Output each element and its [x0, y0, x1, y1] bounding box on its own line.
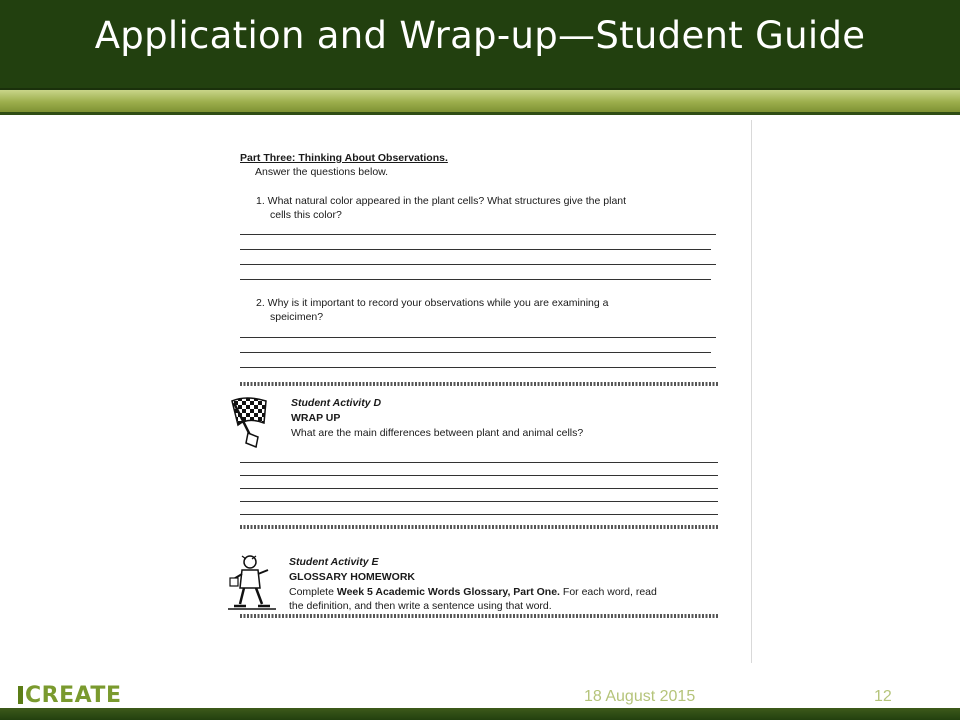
- activity-e-label: Student Activity E: [289, 556, 379, 568]
- slide-title: Application and Wrap-up—Student Guide: [94, 14, 866, 57]
- logo-mark-icon: [18, 686, 23, 704]
- activity-d-label: Student Activity D: [291, 397, 382, 409]
- answer-line: [240, 264, 716, 265]
- answer-line: [240, 488, 718, 489]
- activity-e-line-1: [289, 586, 657, 598]
- section-divider: [240, 525, 718, 529]
- section-divider: [240, 614, 718, 618]
- create-logo: [18, 683, 121, 708]
- logo-text: CREATE: [25, 683, 122, 708]
- footer-band: [0, 708, 960, 720]
- header-accent-line: [0, 112, 960, 115]
- activity-e-line-1-pre: Complete: [289, 586, 337, 598]
- slide-header: [0, 0, 960, 90]
- answer-line: [240, 279, 711, 280]
- answer-line: [240, 462, 718, 463]
- slide-date: 18 August 2015: [584, 688, 696, 705]
- activity-d-question: What are the main differences between plant and animal cells?: [291, 427, 584, 439]
- answer-line: [240, 367, 716, 368]
- question-2-line-1: 2. Why is it important to record your observations while you are examining a: [256, 297, 609, 309]
- answer-line: [240, 501, 718, 502]
- answer-line: [240, 249, 711, 250]
- student-walking-icon: [228, 552, 276, 612]
- answer-line: [240, 337, 716, 338]
- activity-e-line-1-post: For each word, read: [559, 586, 657, 598]
- worksheet-border: [751, 120, 752, 663]
- answer-line: [240, 514, 718, 515]
- question-2-line-2: speicimen?: [270, 311, 324, 323]
- checkered-flag-icon: [226, 393, 274, 453]
- answer-line: [240, 234, 716, 235]
- activity-e-line-2: the definition, and then write a sentence using that word.: [289, 600, 552, 612]
- question-1-line-1: 1. What natural color appeared in the plant cells? What structures give the plant: [256, 195, 627, 207]
- activity-d-title: WRAP UP: [291, 412, 341, 424]
- answer-line: [240, 475, 718, 476]
- activity-e-line-1-bold: Week 5 Academic Words Glossary, Part One.: [336, 586, 560, 598]
- page-number: 12: [874, 688, 892, 705]
- activity-e-title: GLOSSARY HOMEWORK: [289, 571, 416, 583]
- section-divider: [240, 382, 718, 386]
- header-accent-band: [0, 90, 960, 112]
- question-1-line-2: cells this color?: [270, 209, 342, 221]
- part-heading: Part Three: Thinking About Observations.: [240, 152, 448, 164]
- instruction-text: Answer the questions below.: [255, 166, 389, 178]
- answer-line: [240, 352, 711, 353]
